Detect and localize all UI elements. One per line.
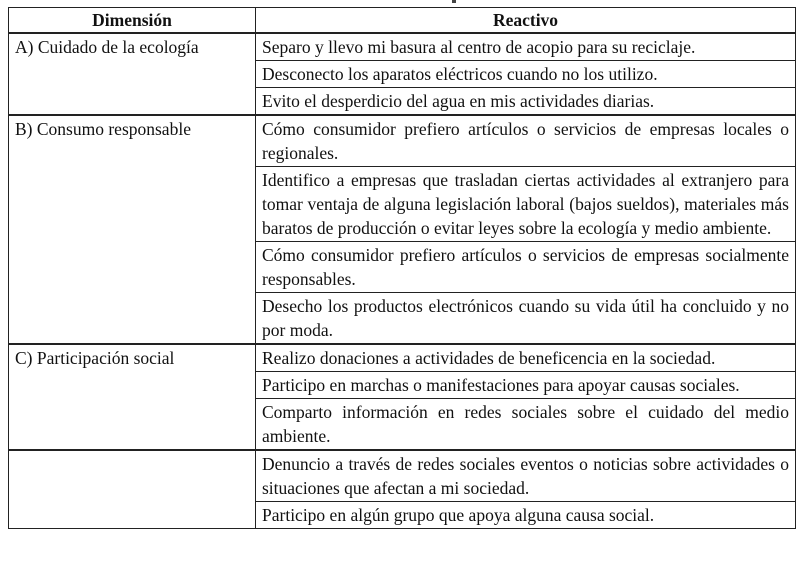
dimension-cell: C) Participación social [9,344,256,450]
item-cell: Participo en marchas o manifestaciones para apoyar causas sociales. [256,372,796,399]
table-row [9,33,796,61]
dimension-cell [9,450,256,529]
table-row [9,450,796,502]
dimension-cell: B) Consumo responsable [9,115,256,344]
header-item: Reactivo [256,8,796,34]
item-cell: Identifico a empresas que trasladan ciertas actividades al extranjero para tomar ventaja de alguna legislación laboral (bajos sueldos), materiales más baratos de producción o evitar leyes sobre la ecología y medio ambiente. [256,167,796,242]
header-dimension: Dimensión [9,8,256,34]
item-cell: Evito el desperdicio del agua en mis actividades diarias. [256,88,796,116]
item-cell: Desecho los productos electrónicos cuando su vida útil ha concluido y no por moda. [256,293,796,345]
item-cell: Realizo donaciones a actividades de beneficencia en la sociedad. [256,344,796,372]
scan-mark [452,0,456,3]
item-cell: Participo en algún grupo que apoya alguna causa social. [256,502,796,529]
item-cell: Cómo consumidor prefiero artículos o servicios de empresas locales o regionales. [256,115,796,167]
table-row [9,115,796,167]
table-row [9,344,796,372]
item-cell: Cómo consumidor prefiero artículos o servicios de empresas socialmente responsables. [256,242,796,293]
item-cell: Desconecto los aparatos eléctricos cuando no los utilizo. [256,61,796,88]
item-cell: Separo y llevo mi basura al centro de acopio para su reciclaje. [256,33,796,61]
survey-items-table [8,7,796,529]
survey-items-table-container [8,7,795,529]
header-row [9,8,796,34]
item-cell: Denuncio a través de redes sociales eventos o noticias sobre actividades o situaciones que afectan a mi sociedad. [256,450,796,502]
item-cell: Comparto información en redes sociales sobre el cuidado del medio ambiente. [256,399,796,451]
dimension-cell: A) Cuidado de la ecología [9,33,256,115]
